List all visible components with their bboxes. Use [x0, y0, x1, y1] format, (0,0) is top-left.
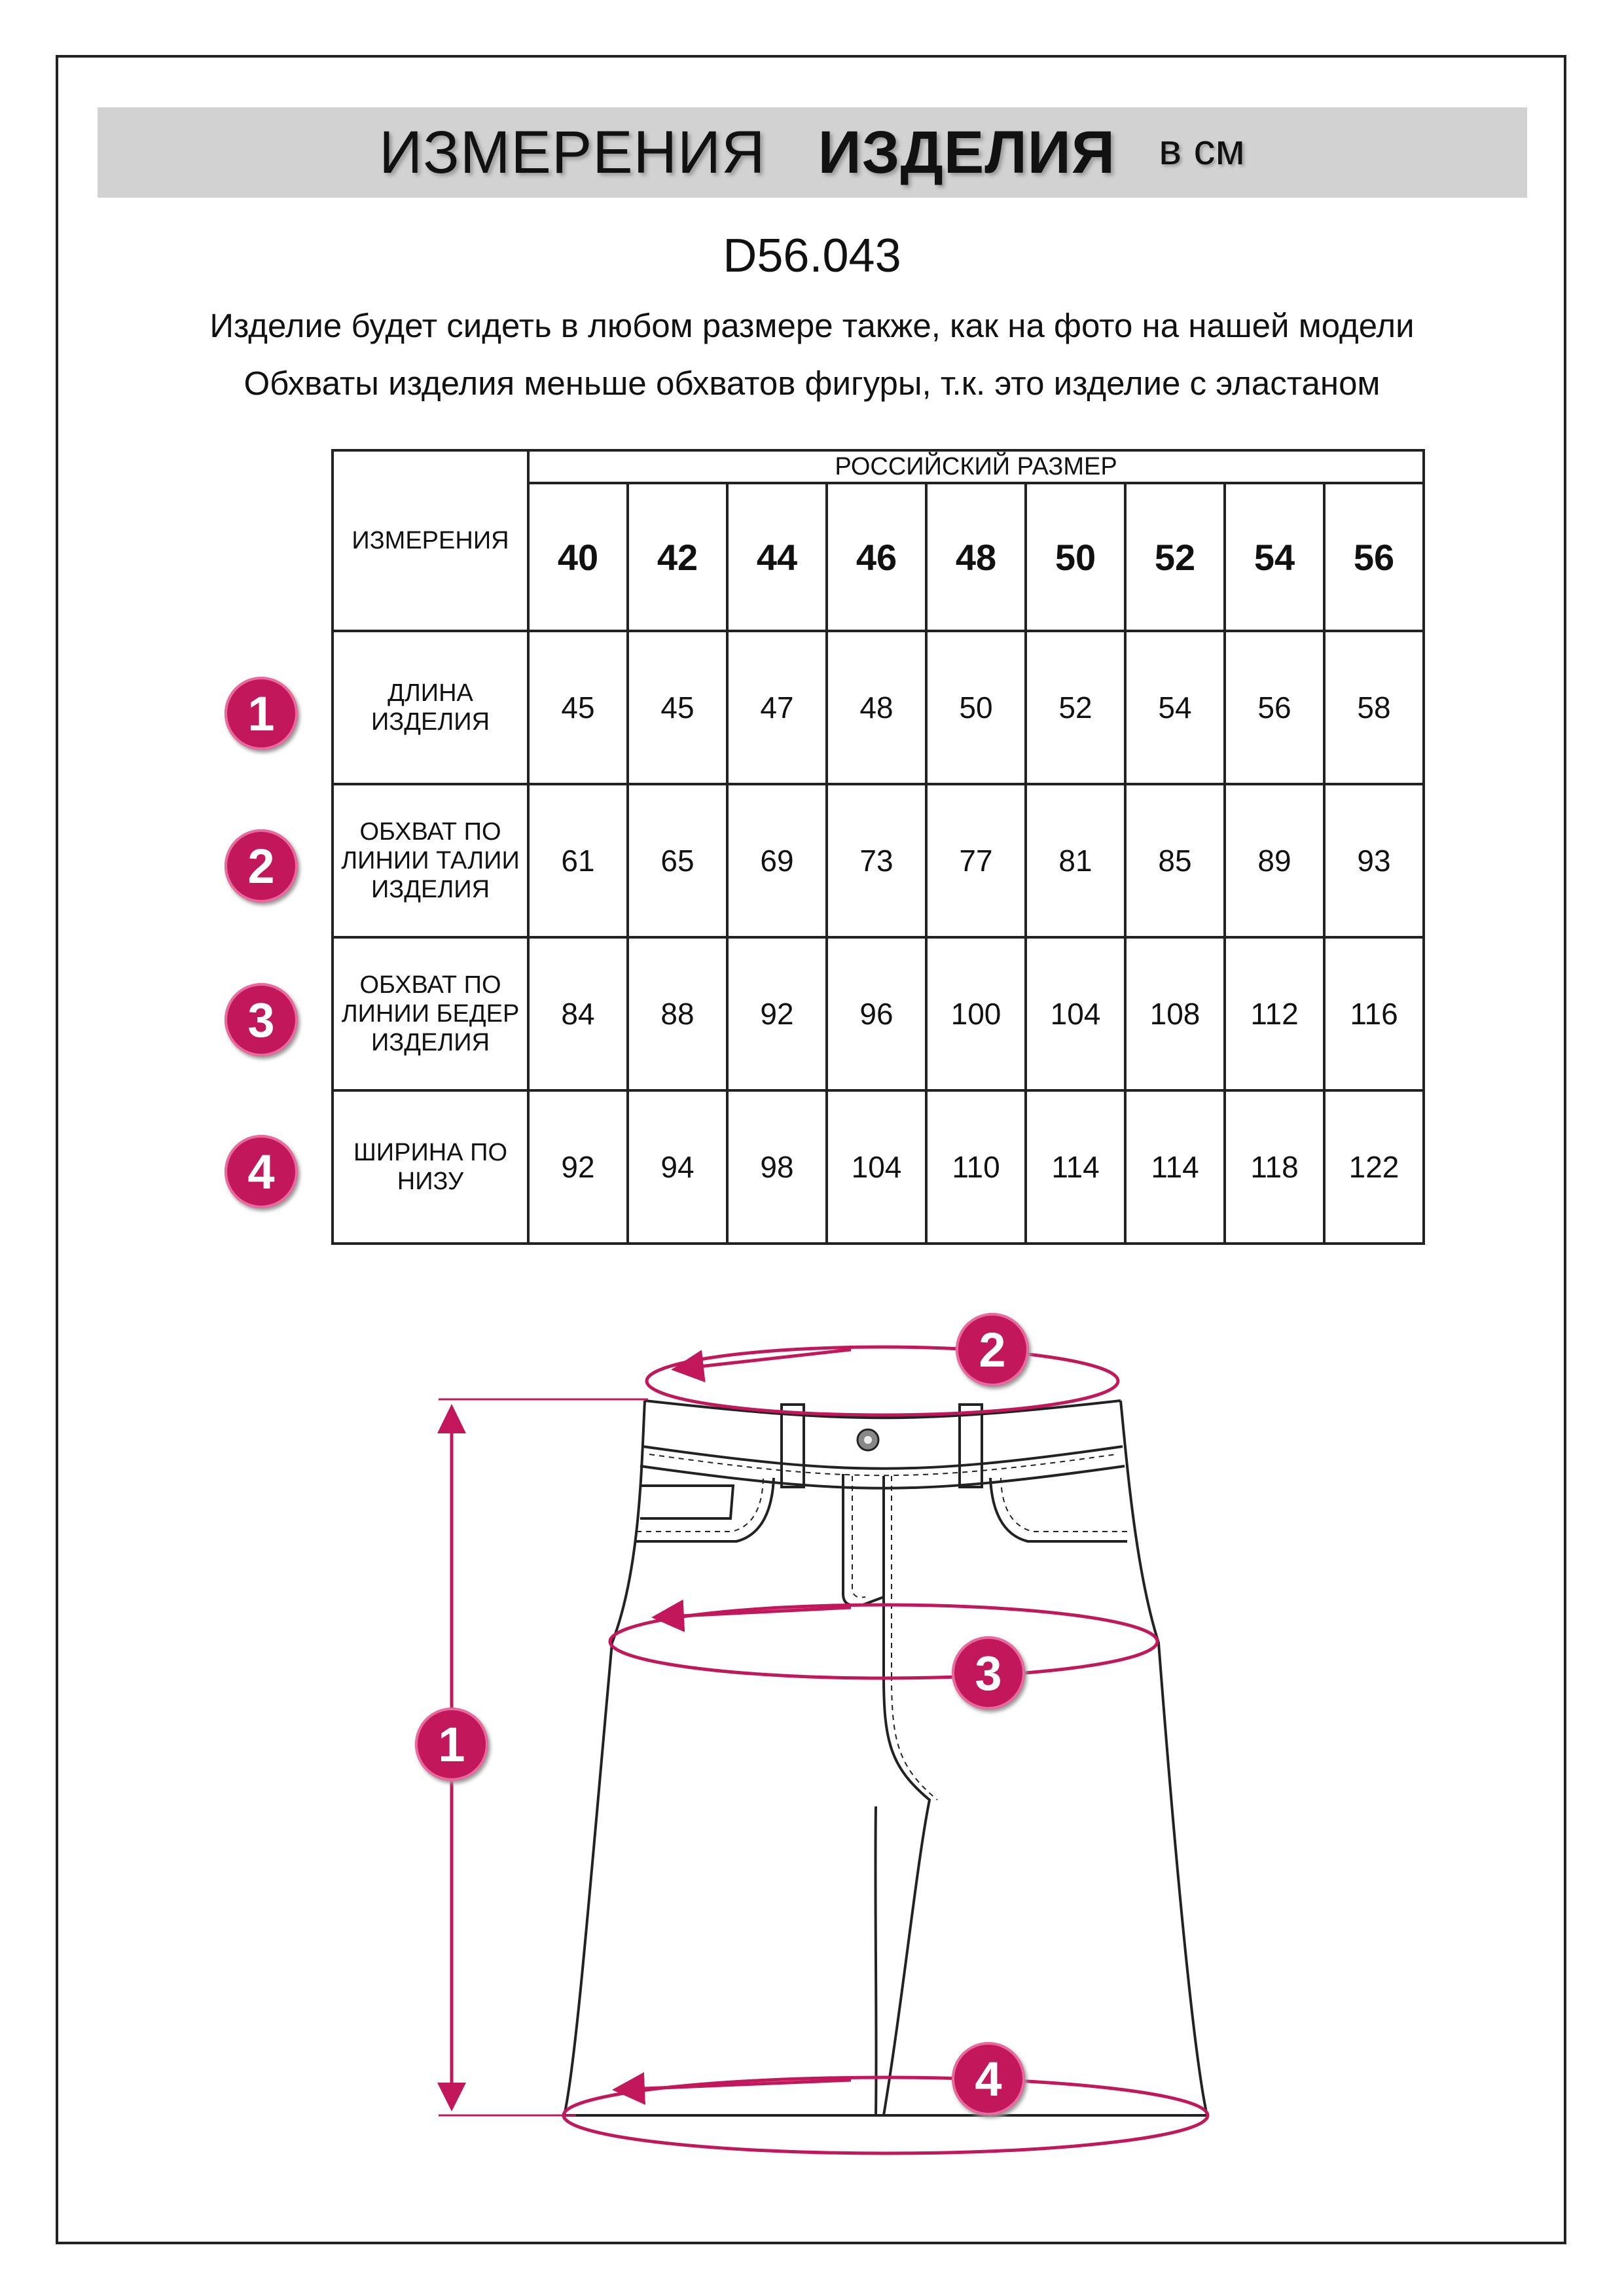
table-cell: 50: [926, 631, 1026, 784]
table-cell: 98: [727, 1090, 827, 1244]
table-cell: 100: [926, 937, 1026, 1090]
row-label-hem-width: ШИРИНА ПО НИЗУ: [333, 1090, 528, 1244]
title-part-1: ИЗМЕРЕНИЯ: [379, 118, 766, 186]
elastane-note: Обхваты изделия меньше обхватов фигуры, т.к. это изделие с эластаном: [244, 365, 1380, 402]
row-badge-1: 1: [225, 677, 298, 750]
diagram-marker-2: 2: [956, 1313, 1029, 1386]
table-cell: 45: [528, 631, 628, 784]
measurements-header: ИЗМЕРЕНИЯ: [333, 450, 528, 631]
table-cell: 104: [827, 1090, 926, 1244]
table-cell: 54: [1125, 631, 1225, 784]
table-cell: 110: [926, 1090, 1026, 1244]
title-part-2: ИЗДЕЛИЯ: [818, 118, 1116, 186]
fit-note: Изделие будет сидеть в любом размере также, как на фото на нашей модели: [209, 307, 1415, 344]
skirt-outline: [564, 1401, 1207, 2115]
table-cell: 56: [1225, 631, 1324, 784]
table-cell: 92: [528, 1090, 628, 1244]
row-label-waist: ОБХВАТ ПО ЛИНИИ ТАЛИИ ИЗДЕЛИЯ: [333, 784, 528, 937]
size-header: 48: [926, 483, 1026, 631]
table-cell: 52: [1026, 631, 1125, 784]
size-header: 44: [727, 483, 827, 631]
size-header: 42: [628, 483, 727, 631]
table-cell: 89: [1225, 784, 1324, 937]
diagram-marker-3: 3: [952, 1636, 1025, 1710]
table-cell: 77: [926, 784, 1026, 937]
table-cell: 96: [827, 937, 926, 1090]
table-cell: 73: [827, 784, 926, 937]
table-cell: 108: [1125, 937, 1225, 1090]
row-label-length: ДЛИНА ИЗДЕЛИЯ: [333, 631, 528, 784]
article-number: D56.043: [723, 230, 901, 282]
table-cell: 47: [727, 631, 827, 784]
table-cell: 48: [827, 631, 926, 784]
diagram-marker-4: 4: [952, 2042, 1025, 2115]
table-cell: 116: [1324, 937, 1424, 1090]
table-cell: 92: [727, 937, 827, 1090]
table-cell: 114: [1026, 1090, 1125, 1244]
size-header: 40: [528, 483, 628, 631]
table-cell: 112: [1225, 937, 1324, 1090]
table-cell: 84: [528, 937, 628, 1090]
table-cell: 122: [1324, 1090, 1424, 1244]
table-cell: 93: [1324, 784, 1424, 937]
table-cell: 61: [528, 784, 628, 937]
table-cell: 104: [1026, 937, 1125, 1090]
table-cell: 118: [1225, 1090, 1324, 1244]
size-header: 56: [1324, 483, 1424, 631]
diagram-marker-1: 1: [415, 1708, 488, 1781]
title-unit: в см: [1159, 125, 1245, 173]
row-badge-4: 4: [225, 1135, 298, 1208]
table-cell: 85: [1125, 784, 1225, 937]
row-badge-3: 3: [225, 983, 298, 1056]
table-cell: 69: [727, 784, 827, 937]
size-header: 52: [1125, 483, 1225, 631]
table-cell: 58: [1324, 631, 1424, 784]
table-cell: 88: [628, 937, 727, 1090]
row-label-hips: ОБХВАТ ПО ЛИНИИ БЕДЕР ИЗДЕЛИЯ: [333, 937, 528, 1090]
size-header: 50: [1026, 483, 1125, 631]
table-cell: 114: [1125, 1090, 1225, 1244]
table-cell: 45: [628, 631, 727, 784]
table-cell: 81: [1026, 784, 1125, 937]
waist-ellipse: [647, 1347, 1118, 1415]
size-header: 46: [827, 483, 926, 631]
russian-size-header: РОССИЙСКИЙ РАЗМЕР: [528, 450, 1424, 483]
table-cell: 94: [628, 1090, 727, 1244]
size-header: 54: [1225, 483, 1324, 631]
table-cell: 65: [628, 784, 727, 937]
row-badge-2: 2: [225, 829, 298, 903]
